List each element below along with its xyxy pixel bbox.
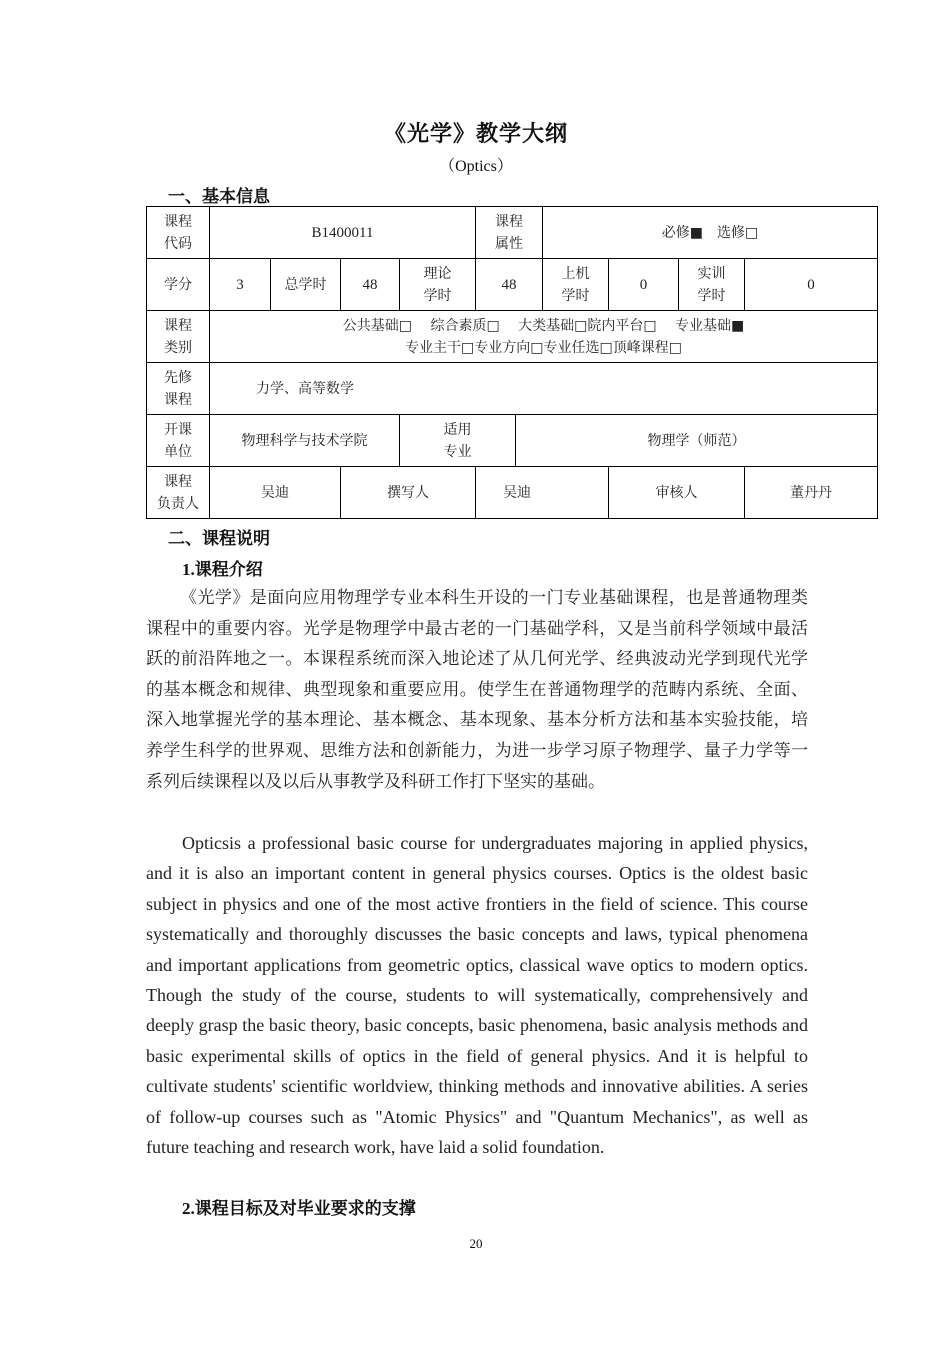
table-row <box>147 259 878 311</box>
major-label: 适用 专业 <box>400 415 516 467</box>
course-code-value: B1400011 <box>210 207 476 259</box>
prereq-label: 先修 课程 <box>147 363 210 415</box>
subheading-text: 课程目标及对毕业要求的支撑 <box>194 1199 416 1219</box>
table-row <box>147 415 878 467</box>
leader-value: 吴迪 <box>210 467 341 519</box>
document-subtitle: （Optics） <box>439 158 513 175</box>
course-attr-value: 必修■ 选修□ <box>543 207 878 259</box>
table-row <box>147 207 878 259</box>
practice-hours-label: 实训 学时 <box>679 259 745 311</box>
major-value: 物理学（师范） <box>516 415 878 467</box>
category-line-1: 公共基础□ 综合素质□ 大类基础□院内平台□ 专业基础■ <box>342 317 745 334</box>
category-line-2: 专业主干□专业方向□专业任选□顶峰课程□ <box>405 339 682 356</box>
table-row <box>147 467 878 519</box>
table-row <box>147 363 878 415</box>
category-label: 课程 类别 <box>147 311 210 363</box>
subheading-number: 2. <box>182 1199 195 1218</box>
computer-hours-label: 上机 学时 <box>543 259 609 311</box>
computer-hours-value: 0 <box>609 259 679 311</box>
dept-label: 开课 单位 <box>147 415 210 467</box>
intro-paragraph-english: Opticsis a professional basic course for undergraduates majoring in applied physics, and it is also an important content in general physics courses. Optics is the oldest basic subject in physics and one of the most active frontiers in the field of science. This course systematically and thoroughly discusses the basic concepts and laws, typical phenomena and important applications from geometric optics, classical wave optics to modern optics. Though the study of the course, students to will systematically, comprehensively and deeply grasp the basic theory, basic concepts, basic phenomena, basic analysis methods and basic experimental skills of optics in the field of general physics. And it is helpful to cultivate students' scientific worldview, thinking methods and innovative abilities. A series of follow-up courses such as "Atomic Physics" and "Quantum Mechanics", as well as future teaching and research work, have laid a solid foundation. <box>146 833 808 1158</box>
category-options <box>210 311 878 363</box>
dept-value: 物理科学与技术学院 <box>210 415 400 467</box>
subheading-number: 1. <box>182 560 195 579</box>
page-number: 20 <box>469 1236 483 1251</box>
subheading-course-intro <box>182 555 263 580</box>
total-hours-value: 48 <box>341 259 400 311</box>
credit-label: 学分 <box>147 259 210 311</box>
basic-info-table <box>146 206 878 519</box>
theory-hours-value: 48 <box>476 259 543 311</box>
total-hours-label: 总学时 <box>271 259 341 311</box>
reviewer-value: 董丹丹 <box>745 467 878 519</box>
section-heading-basic-info: 一、基本信息 <box>168 187 270 207</box>
course-code-label: 课程 代码 <box>147 207 210 259</box>
subheading-course-objectives <box>182 1194 416 1219</box>
credit-value: 3 <box>210 259 271 311</box>
subheading-text: 课程介绍 <box>194 560 263 580</box>
theory-hours-label: 理论 学时 <box>400 259 476 311</box>
table-row <box>147 311 878 363</box>
reviewer-label: 审核人 <box>609 467 745 519</box>
prereq-value: 力学、高等数学 <box>210 363 878 415</box>
writer-value: 吴迪 <box>476 467 609 519</box>
document-title: 《光学》教学大纲 <box>383 122 568 147</box>
writer-label: 撰写人 <box>341 467 476 519</box>
section-heading-course-description: 二、课程说明 <box>168 529 270 549</box>
practice-hours-value: 0 <box>745 259 878 311</box>
leader-label: 课程 负责人 <box>147 467 210 519</box>
intro-paragraph-chinese: 《光学》是面向应用物理学专业本科生开设的一门专业基础课程，也是普通物理类课程中的重要内容。光学是物理学中最古老的一门基础学科，又是当前科学领域中最活跃的前沿阵地之一。本课程系统而深入地论述了从几何光学、经典波动光学到现代光学的基本概念和规律、典型现象和重要应用。使学生在普通物理学的范畴内系统、全面、深入地掌握光学的基本理论、基本概念、基本现象、基本分析方法和基本实验技能，培养学生科学的世界观、思维方法和创新能力，为进一步学习原子物理学、量子力学等一系列后续课程以及以后从事教学及科研工作打下坚实的基础。 <box>146 588 808 792</box>
course-attr-label: 课程 属性 <box>476 207 543 259</box>
